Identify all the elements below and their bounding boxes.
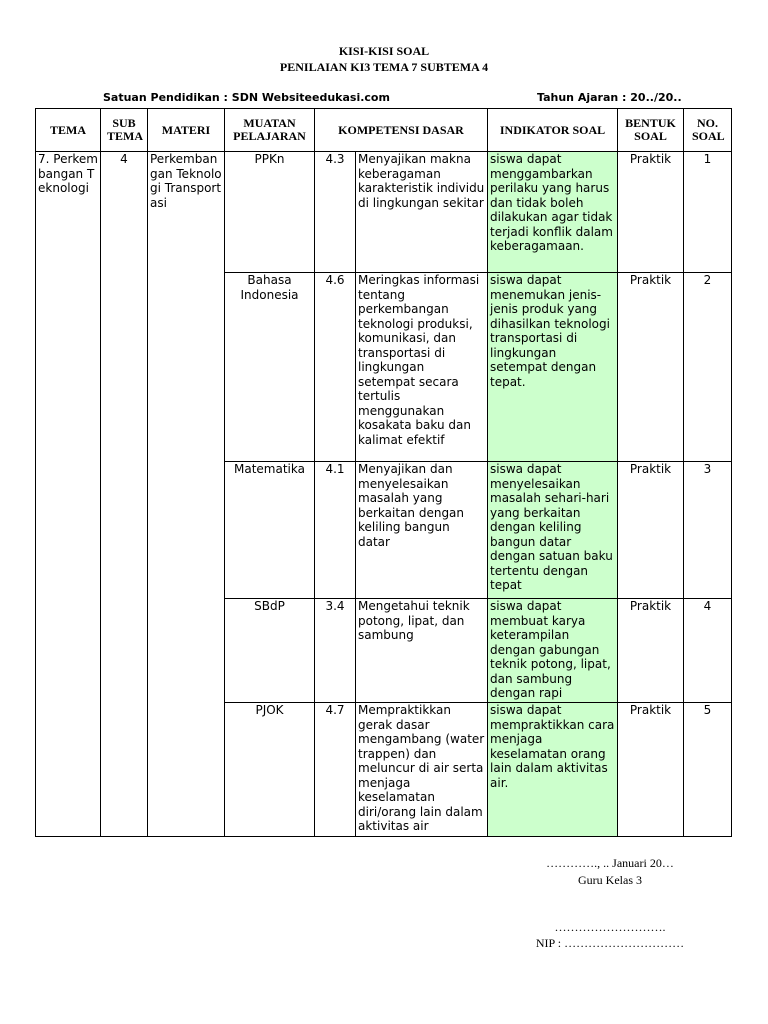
cell-indikator: siswa dapat mempraktikkan cara menjaga keselamatan orang lain dalam aktivitas air. [488, 703, 618, 837]
kisi-kisi-table [35, 108, 732, 837]
cell-no: 3 [684, 462, 732, 599]
cell-indikator: siswa dapat menemukan jenis-jenis produk yang dihasilkan teknologi transportasi di lingkungan setempat dengan tepat. [488, 273, 618, 462]
cell-bentuk: Praktik [618, 462, 684, 599]
cell-kd: Menyajikan dan menyelesaikan masalah yang berkaitan dengan keliling bangun datar [356, 462, 488, 599]
cell-tema: 7. Perkembangan Teknologi [36, 152, 101, 837]
signature-name-line: ………………………. [554, 920, 666, 934]
header-subtema: SUB TEMA [101, 109, 148, 152]
cell-kd-no: 3.4 [315, 599, 356, 703]
cell-kd: Menyajikan makna keberagaman karakteristik individu di lingkungan sekitar [356, 152, 488, 273]
cell-no: 1 [684, 152, 732, 273]
cell-kd-no: 4.1 [315, 462, 356, 599]
cell-no: 4 [684, 599, 732, 703]
cell-no: 5 [684, 703, 732, 837]
cell-muatan: PPKn [225, 152, 315, 273]
header-muatan: MUATAN PELAJARAN [225, 109, 315, 152]
table-row [36, 152, 732, 273]
header-bentuk: BENTUK SOAL [618, 109, 684, 152]
cell-materi: Perkembangan Teknologi Transportasi [148, 152, 225, 837]
cell-indikator: siswa dapat menggambarkan perilaku yang harus dan tidak boleh dilakukan agar tidak terjadi konflik dalam keberagamaan. [488, 152, 618, 273]
cell-bentuk: Praktik [618, 273, 684, 462]
cell-kd: Mengetahui teknik potong, lipat, dan sambung [356, 599, 488, 703]
cell-muatan: Matematika [225, 462, 315, 599]
signature-nip: NIP : ………………………… [535, 936, 685, 950]
cell-muatan: PJOK [225, 703, 315, 837]
signature-role: Guru Kelas 3 [578, 873, 642, 887]
header-no-soal: NO. SOAL [684, 109, 732, 152]
header-materi: MATERI [148, 109, 225, 152]
satuan-pendidikan: Satuan Pendidikan : SDN Websiteedukasi.com [103, 91, 390, 104]
tahun-ajaran: Tahun Ajaran : 20../20.. [537, 91, 682, 104]
cell-kd-no: 4.3 [315, 152, 356, 273]
cell-subtema: 4 [101, 152, 148, 837]
cell-kd-no: 4.6 [315, 273, 356, 462]
cell-muatan: SBdP [225, 599, 315, 703]
cell-no: 2 [684, 273, 732, 462]
header-kompetensi-dasar: KOMPETENSI DASAR [315, 109, 488, 152]
document-title: KISI-KISI SOAL [338, 44, 430, 58]
cell-bentuk: Praktik [618, 152, 684, 273]
header-indikator: INDIKATOR SOAL [488, 109, 618, 152]
signature-date: …………., .. Januari 20… [546, 856, 674, 870]
cell-indikator: siswa dapat menyelesaikan masalah sehari-hari yang berkaitan dengan keliling bangun datar dengan satuan baku tertentu dengan tepat [490, 462, 613, 592]
cell-indikator: siswa dapat membuat karya keterampilan dengan gabungan teknik potong, lipat, dan sambung dengan rapi [488, 599, 618, 703]
cell-kd: Meringkas informasi tentang perkembangan teknologi produksi, komunikasi, dan transportasi di lingkungan setempat secara tertulis menggunakan kosakata baku dan kalimat efektif [356, 273, 488, 462]
cell-bentuk: Praktik [618, 599, 684, 703]
cell-muatan: Bahasa Indonesia [225, 273, 315, 462]
cell-kd-no: 4.7 [315, 703, 356, 837]
cell-bentuk: Praktik [618, 703, 684, 837]
document-subtitle: PENILAIAN KI3 TEMA 7 SUBTEMA 4 [279, 60, 489, 74]
header-row [36, 109, 732, 152]
header-tema: TEMA [36, 109, 101, 152]
cell-kd: Mempraktikkan gerak dasar mengambang (water trappen) dan meluncur di air serta menjaga keselamatan diri/orang lain dalam aktivitas air [358, 703, 485, 833]
